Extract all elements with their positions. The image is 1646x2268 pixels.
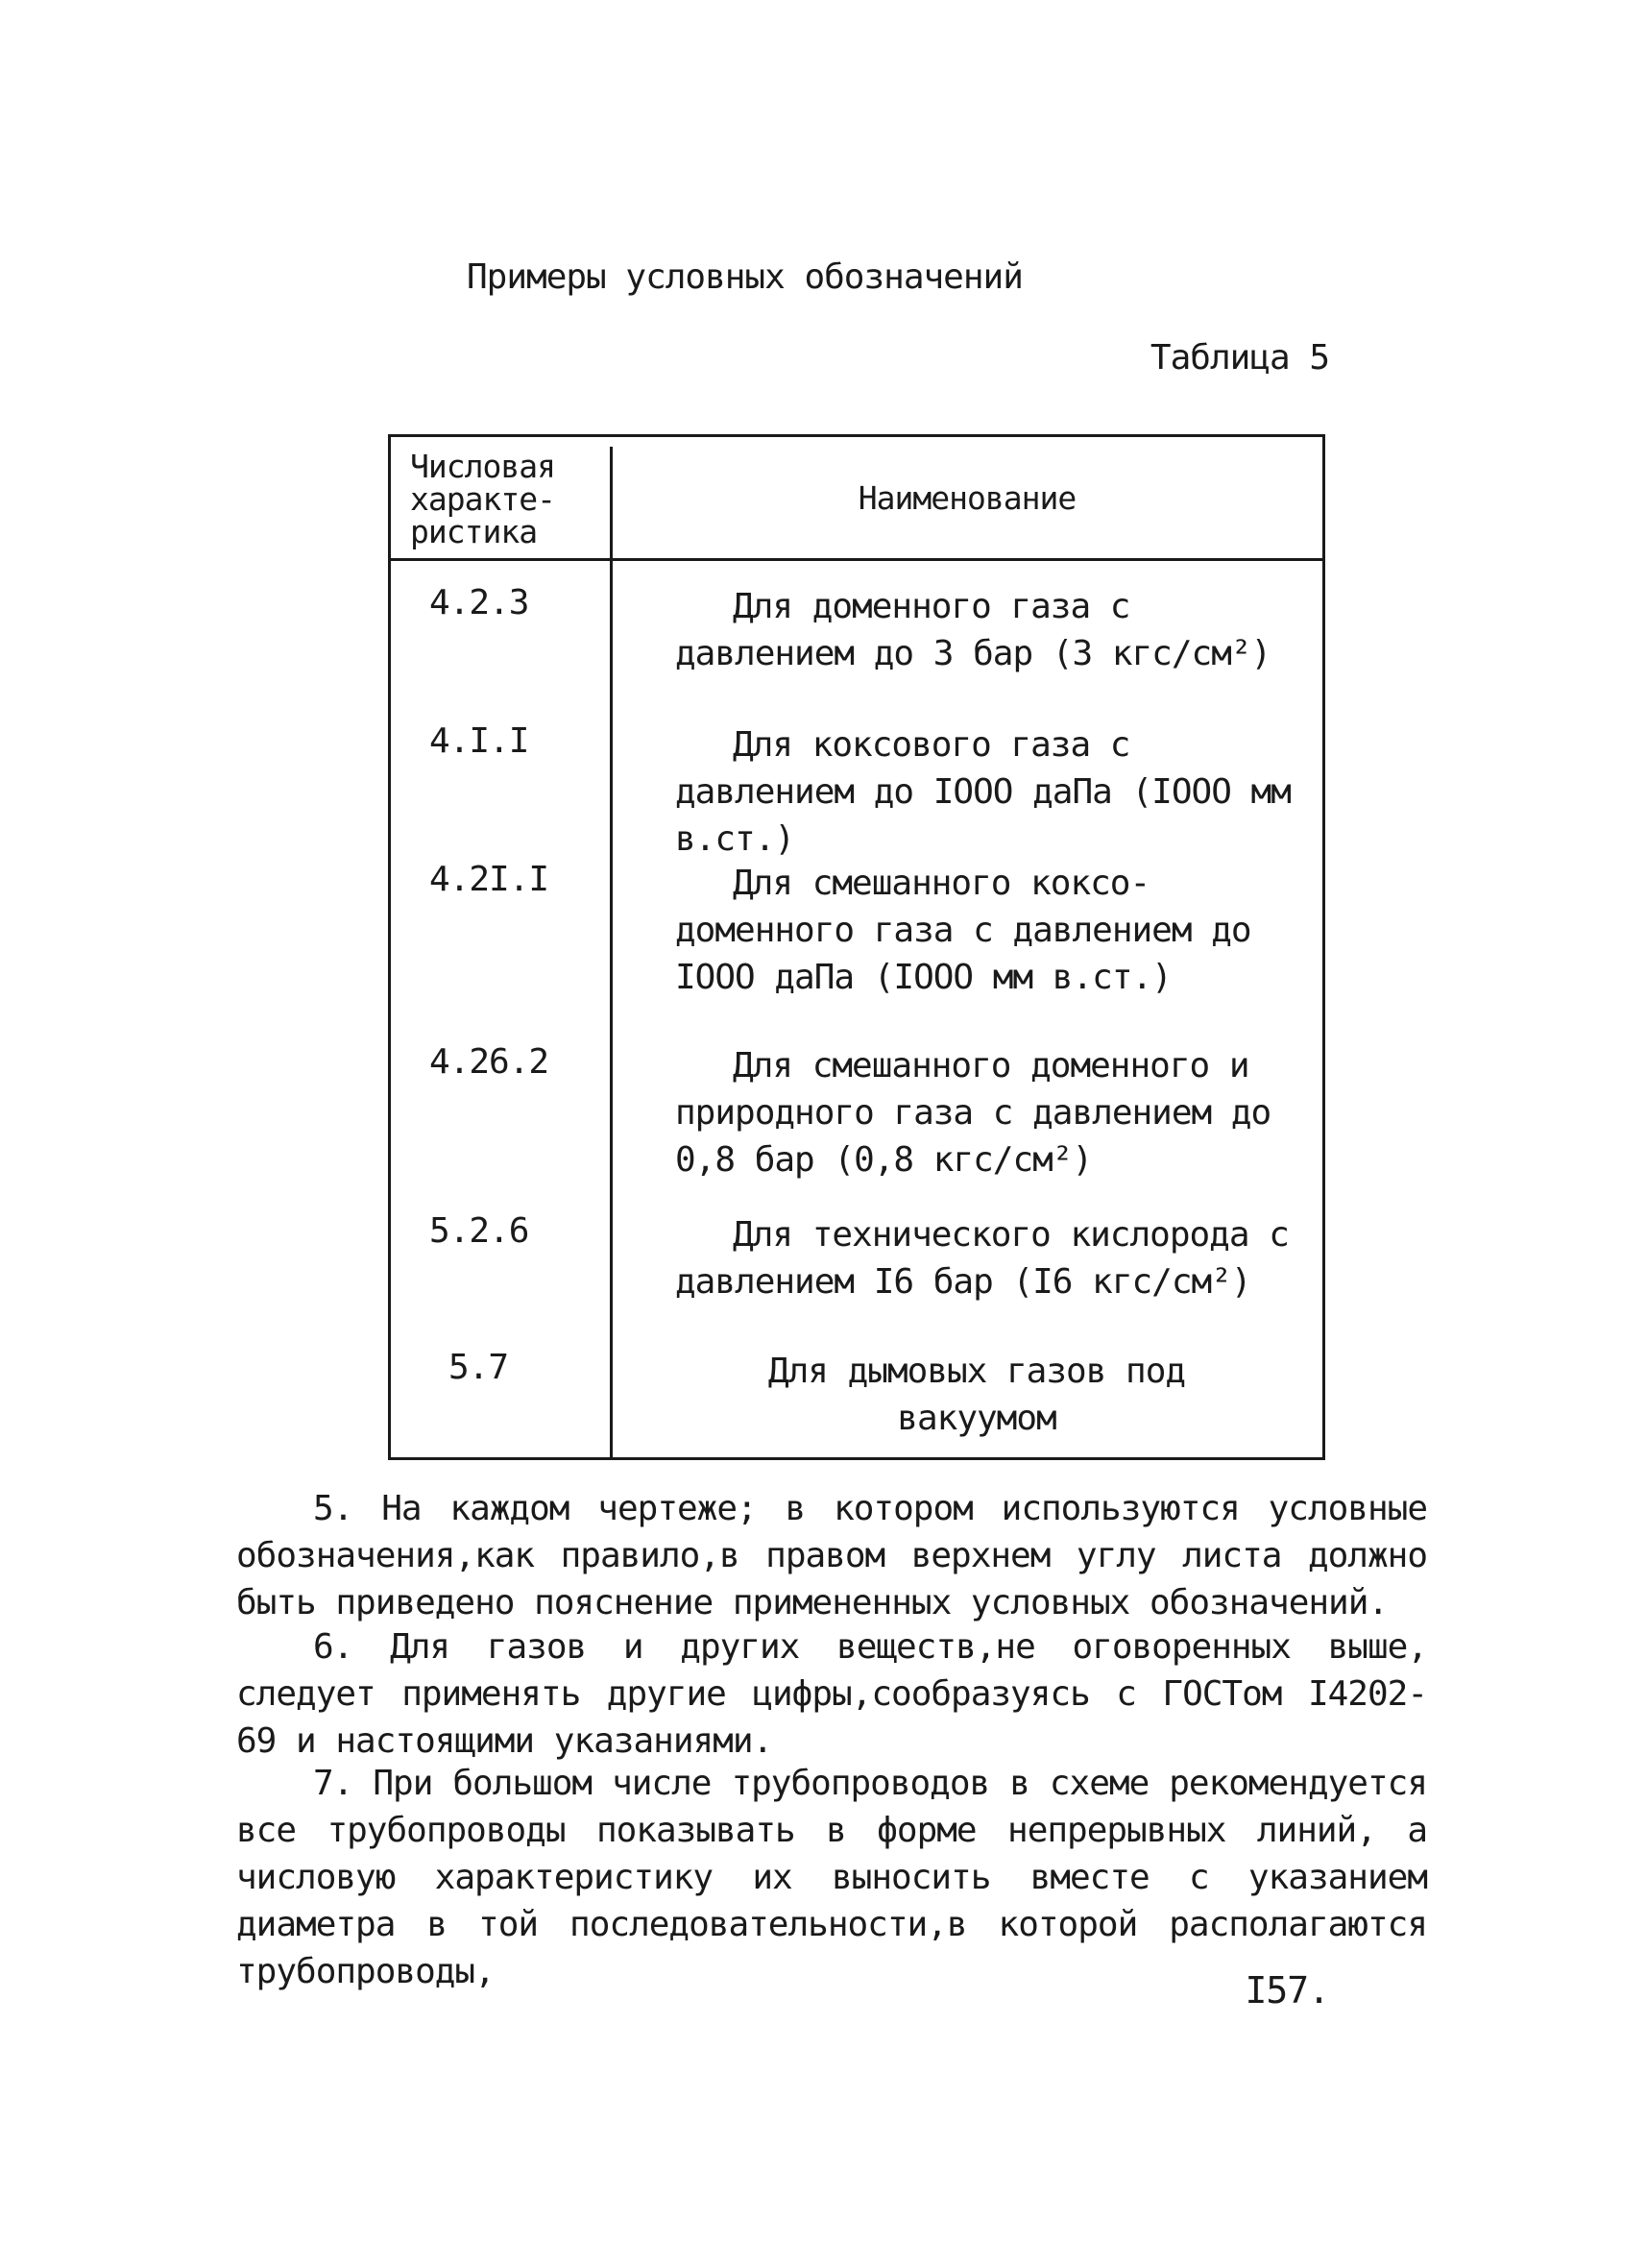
row-num: 4.I.I xyxy=(429,721,529,761)
column-divider xyxy=(610,447,613,1457)
table-label: Таблица 5 xyxy=(1150,338,1329,378)
header-name: Наименование xyxy=(858,479,1077,517)
row-num: 4.2I.I xyxy=(429,860,549,899)
row-num: 5.2.6 xyxy=(429,1211,529,1251)
row-name: Для коксового газа с давлением до IOOO даПа (IOOO мм в.ст.) xyxy=(675,725,1291,859)
row-num: 4.2.3 xyxy=(429,583,529,622)
paragraph-5: 5. На каждом чертеже; в котором используются условные обозначения,как правило,в правом верхнем углу листа должно быть приведено пояснение примененных условных обозначений. xyxy=(236,1489,1427,1622)
header-divider xyxy=(391,558,1322,561)
symbols-table xyxy=(388,434,1325,1460)
row-name: Для технического кислорода с давлением I6 бар (I6 кгс/см²) xyxy=(675,1215,1289,1302)
header-num-line: ристика xyxy=(410,513,538,550)
page-number: I57. xyxy=(1245,1969,1329,2012)
header-num-line: характе- xyxy=(410,480,555,518)
row-name: Для дымовых газов под вакуумом xyxy=(767,1352,1186,1438)
row-num: 4.26.2 xyxy=(429,1042,549,1082)
header-numeric-characteristic xyxy=(410,448,602,550)
paragraph-6: 6. Для газов и других веществ,не оговоренных выше, следует применять другие цифры,сообразуясь с ГОСТом I4202-69 и настоящими указаниями. xyxy=(236,1627,1427,1761)
row-name: Для смешанного коксо-доменного газа с давлением до IOOO даПа (IOOO мм в.ст.) xyxy=(675,864,1251,997)
row-num: 5.7 xyxy=(448,1348,509,1387)
paragraph-7: 7. При большом числе трубопроводов в схеме рекомендуется все трубопроводы показывать в форме непрерывных линий, а числовую характеристику их выносить вместе с указанием диаметра в той последовательности,в которой располагаются трубопроводы, xyxy=(236,1764,1427,1991)
header-num-line: Числовая xyxy=(410,448,555,485)
row-name: Для доменного газа с давлением до 3 бар (3 кгс/см²) xyxy=(675,587,1271,673)
page-heading: Примеры условных обозначений xyxy=(467,257,1023,297)
row-name: Для смешанного доменного и природного газа с давлением до 0,8 бар (0,8 кгс/см²) xyxy=(675,1046,1271,1180)
